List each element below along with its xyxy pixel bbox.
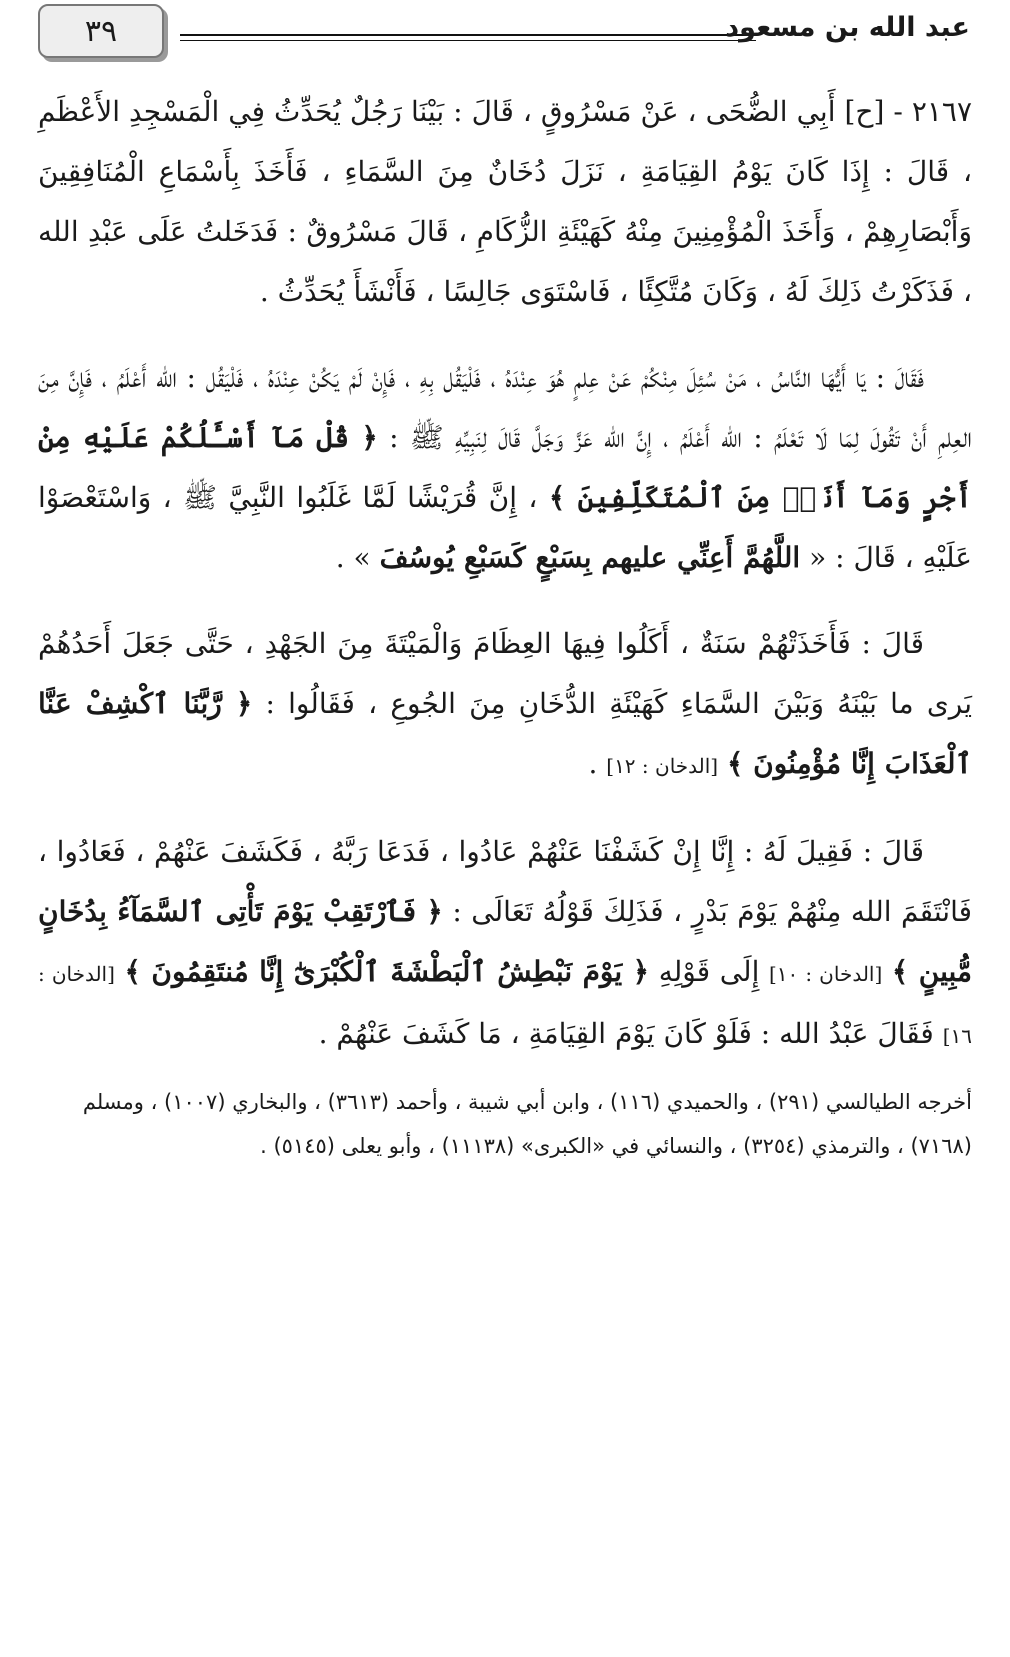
paragraph-4-text-a: قَالَ : فَقِيلَ لَهُ : إِنَّا إِنْ كَشَفْنَا عَنْهُمْ عَادُوا ، فَدَعَا رَبَّهُ ، فَكَشَفَ عَنْهُمْ ، فَعَادُوا ، فَانْتَقَمَ الله مِنْهُمْ يَوْمَ بَدْرٍ ، فَذَلِكَ قَوْلُهُ تَعَالَى :	[38, 835, 972, 928]
takhrij-footnote: أخرجه الطيالسي (٢٩١) ، والحميدي (١١٦) ، وابن أبي شيبة ، وأحمد (٣٦١٣) ، والبخاري (١٠٠٧) ، ومسلم (٧١٦٨) ، والترمذي (٣٢٥٤) ، والنسائي في «الكبرى» (١١١٣٨) ، وأبو يعلى (٥١٤٥) .	[82, 1090, 972, 1158]
paragraph-4-text-c: فَقَالَ عَبْدُ الله : فَلَوْ كَانَ يَوْمَ القِيَامَةِ ، مَا كَشَفَ عَنْهُمْ .	[318, 1017, 934, 1050]
quran-verse-sad-86: ﴿ قُلْ مَآ أَسْـَٔلُكُمْ عَلَيْهِ مِنْ أَجْرٍ وَمَآ أَنَا۠ مِنَ ٱلْمُتَكَلِّفِينَ ﴾	[38, 421, 972, 514]
paragraph-3-text: قَالَ : فَأَخَذَتْهُمْ سَنَةٌ ، أَكَلُوا فِيهَا العِظَامَ وَالْمَيْتَةَ مِنَ الجَهْدِ ، حَتَّى جَعَلَ أَحَدُهُمْ يَرى ما بَيْنَهُ وَبَيْنَ السَّمَاءِ كَهَيْئَةِ الدُّخَانِ مِنَ الجُوعِ ، فَقَالُوا :	[38, 627, 972, 720]
hadith-paragraph-1	[38, 82, 972, 322]
header-rule	[180, 34, 756, 36]
paragraph-4-text-b: إِلَى قَوْلِهِ	[658, 955, 760, 988]
verse-reference-dukhan-12: [الدخان : ١٢]	[606, 754, 719, 778]
verse-reference-dukhan-10: [الدخان : ١٠]	[768, 962, 883, 986]
hadith-paragraph-2	[38, 348, 972, 588]
paragraph-2-text-c: » .	[335, 541, 371, 574]
header-rule-thin	[180, 40, 756, 41]
page-number: ٣٩	[84, 13, 118, 49]
prophet-supplication: اللَّهُمَّ أَعِنِّي عليهم بِسَبْعٍ كَسَبْعِ يُوسُفَ	[379, 541, 801, 574]
hadith-intro-text: ٢١٦٧ - [ح] أَبِي الضُّحَى ، عَنْ مَسْرُوقٍ ، قَالَ : بَيْنَا رَجُلٌ يُحَدِّثُ فِي الْمَسْجِدِ الأَعْظَمِ ، قَالَ : إِذَا كَانَ يَوْمُ القِيَامَةِ ، نَزَلَ دُخَانٌ مِنَ السَّمَاءِ ، فَأَخَذَ بِأَسْمَاعِ الْمُنَافِقِينَ وَأَبْصَارِهِمْ ، وَأَخَذَ الْمُؤْمِنِينَ مِنْهُ كَهَيْئَةِ الزُّكَامِ ، قَالَ مَسْرُوقٌ : فَدَخَلتُ عَلَى عَبْدِ الله ، فَذَكَرْتُ ذَلِكَ لَهُ ، وَكَانَ مُتَّكِئًا ، فَاسْتَوَى جَالِسًا ، فَأَنْشَأَ يُحَدِّثُ .	[38, 95, 972, 308]
hadith-paragraph-3	[38, 614, 972, 796]
quran-verse-dukhan-12: ﴿ رَّبَّنَا ٱكْشِفْ عَنَّا ٱلْعَذَابَ إِنَّا مُؤْمِنُونَ ﴾	[38, 687, 972, 780]
hadith-paragraph-4	[38, 822, 972, 1066]
page-body	[38, 82, 972, 1189]
page-number-badge	[38, 4, 164, 58]
paragraph-3-end: .	[588, 747, 598, 780]
quran-verse-dukhan-16: ﴿ يَوْمَ نَبْطِشُ ٱلْبَطْشَةَ ٱلْكُبْرَىٰٓ إِنَّا مُنتَقِمُونَ ﴾	[124, 955, 650, 988]
paragraph-2-text-a: فَقَالَ : يَا أَيُّهَا النَّاسُ ، مَنْ سُئِلَ مِنْكُمْ عَنْ عِلمٍ هُوَ عِنْدَهُ ، فَلْيَقُل بِهِ ، فَإِنْ لَمْ يَكُنْ عِنْدَهُ ، فَلْيَقُل : الله أَعْلَمُ ، فَإِنَّ مِنَ العِلمِ أَنْ تَقُولَ لِمَا لَا تَعْلَمُ : الله أَعْلَمُ ، إِنَّ الله عَزَّ وَجَلَّ قَالَ لِنَبِيِّهِ ﷺ :	[38, 361, 972, 454]
paragraph-2-text-b: ، إِنَّ قُرَيْشًا لَمَّا غَلَبُوا النَّبِيَّ ﷺ ، وَاسْتَعْصَوْا عَلَيْهِ ، قَالَ : «	[38, 481, 972, 574]
running-title: عبد الله بن مسعود	[725, 12, 970, 43]
page-header	[0, 0, 1010, 70]
verse-reference-dukhan-16: [الدخان : ١٦]	[38, 962, 972, 1048]
quran-verse-dukhan-10: ﴿ فَٱرْتَقِبْ يَوْمَ تَأْتِى ٱلسَّمَآءُ بِدُخَانٍ مُّبِينٍ ﴾	[38, 895, 972, 988]
